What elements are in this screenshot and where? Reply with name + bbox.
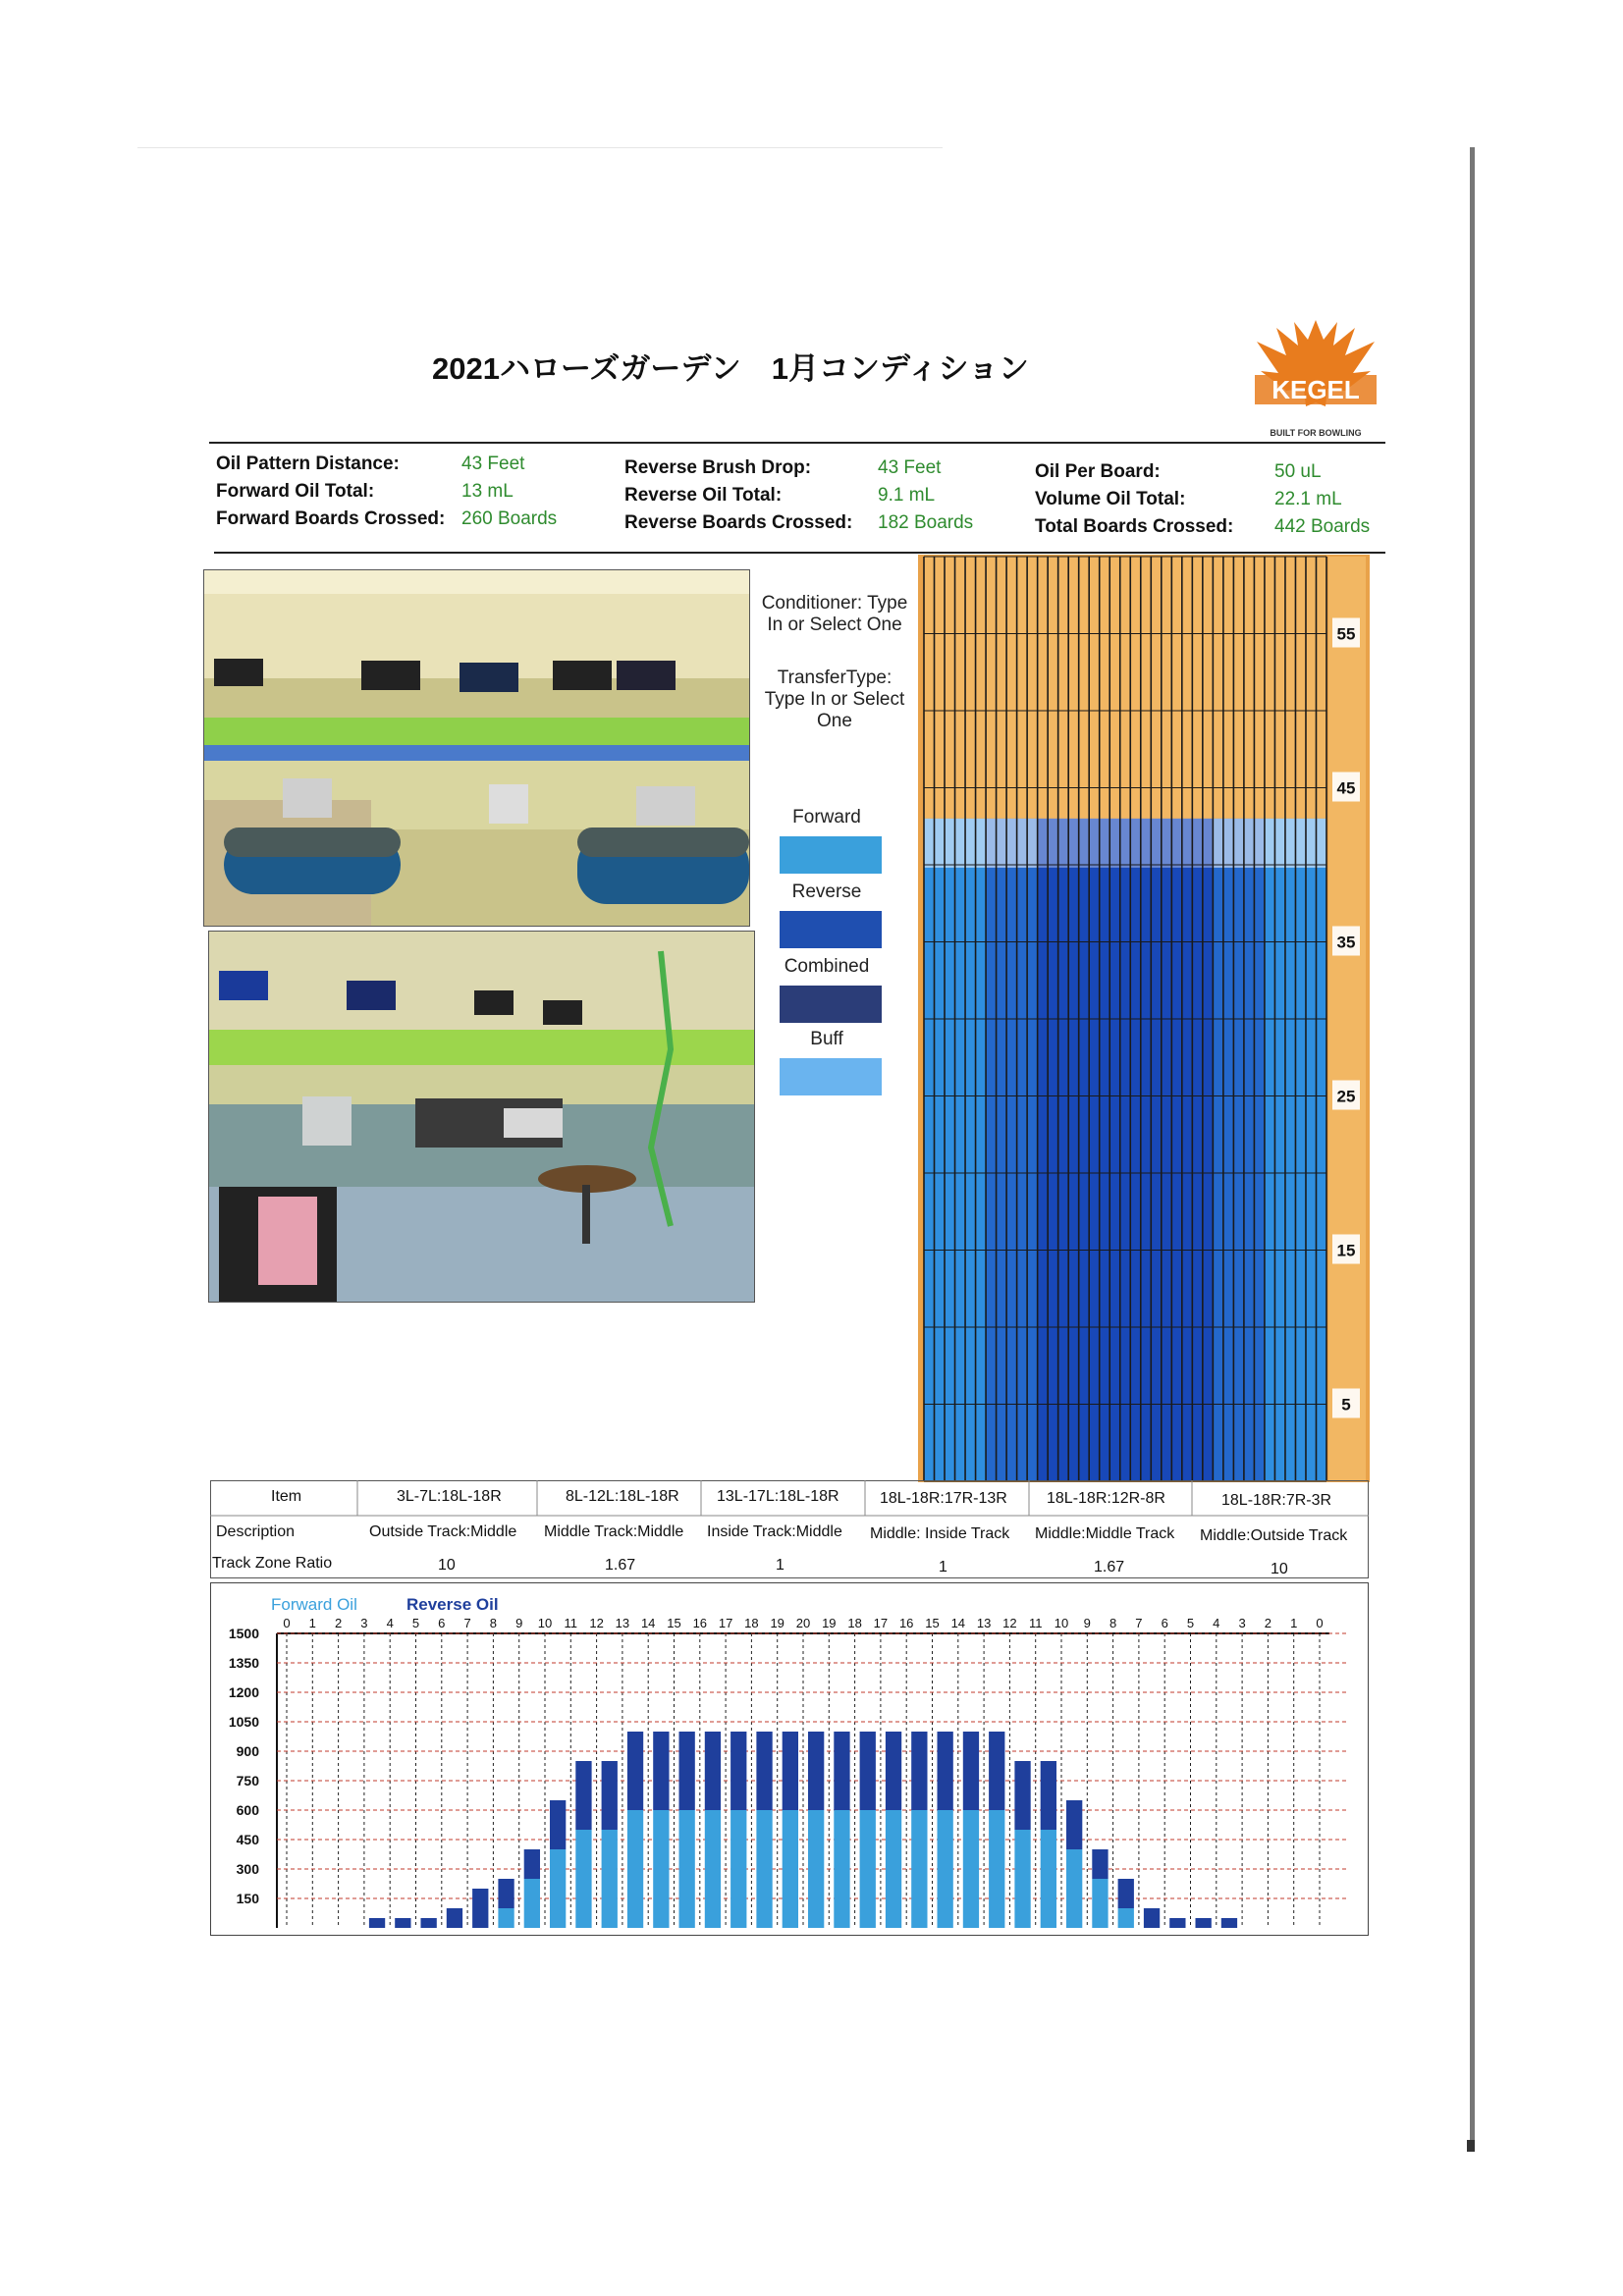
chart-board-tick-label: 6: [438, 1616, 446, 1630]
scan-right-edge: [1470, 147, 1475, 2150]
lane-oil-fade: [955, 819, 966, 868]
table-ratio-col1: 10: [438, 1557, 456, 1574]
chart-board-tick-label: 16: [692, 1616, 708, 1630]
bar-reverse-oil: [963, 1732, 979, 1810]
table-description-col6: Middle:Outside Track: [1200, 1527, 1348, 1544]
bar-forward-oil: [1014, 1830, 1030, 1928]
chart-board-tick-label: 0: [1316, 1616, 1324, 1630]
stat-total-boards-crossed-value: 442 Boards: [1274, 516, 1371, 537]
lane-oil-fade: [1316, 819, 1326, 868]
lane-oil-fade: [935, 819, 946, 868]
table-header-col2: 8L-12L:18L-18R: [566, 1488, 679, 1505]
chart-y-tick-label: 1350: [228, 1655, 259, 1671]
chart-board-tick-label: 8: [489, 1616, 498, 1630]
bar-reverse-oil: [395, 1918, 410, 1928]
legend-forward-label: Forward: [792, 807, 861, 828]
lane-oil-fade: [1017, 819, 1028, 868]
lane-oil-map: [918, 555, 1370, 1482]
chart-board-tick-label: 12: [589, 1616, 604, 1630]
legend-reverse-swatch: [780, 911, 882, 948]
bar-reverse-oil: [989, 1732, 1004, 1810]
lane-oil-fade: [1182, 819, 1193, 868]
chart-board-tick-label: 1: [308, 1616, 316, 1630]
bar-reverse-oil: [730, 1732, 746, 1810]
lane-distance-label: 25: [1336, 1087, 1356, 1106]
table-header-col5: 18L-18R:12R-8R: [1047, 1490, 1165, 1507]
lane-distance-label: 55: [1336, 624, 1356, 644]
stat-volume-oil-total: Volume Oil Total:: [1035, 489, 1186, 509]
bar-forward-oil: [627, 1810, 643, 1928]
chart-board-tick-label: 7: [1135, 1616, 1143, 1630]
chart-y-tick-label: 600: [236, 1802, 259, 1818]
lane-oil-fade: [1100, 819, 1110, 868]
page-title: 2021ハローズガーデン 1月コンディション: [432, 351, 1029, 386]
chart-board-tick-label: 7: [463, 1616, 471, 1630]
bar-forward-oil: [1118, 1908, 1134, 1928]
bar-reverse-oil: [834, 1732, 849, 1810]
lane-oil-fade: [1027, 819, 1038, 868]
table-description-label: Description: [216, 1523, 296, 1540]
lane-oil-fade: [945, 819, 955, 868]
lane-distance-label: 5: [1341, 1395, 1351, 1415]
bar-forward-oil: [524, 1879, 540, 1928]
lane-oil-fade: [976, 819, 987, 868]
stat-forward-boards-crossed-value: 260 Boards: [461, 508, 558, 529]
bowling-center-photo-2: [208, 931, 755, 1303]
bar-reverse-oil: [756, 1732, 772, 1810]
chart-board-tick-label: 5: [411, 1616, 420, 1630]
lane-oil-board: [1089, 819, 1100, 1481]
lane-oil-fade: [965, 819, 976, 868]
lane-oil-fade: [1244, 819, 1255, 868]
track-zone-table: [210, 1480, 1369, 1578]
bar-reverse-oil: [1066, 1800, 1082, 1849]
chart-board-tick-label: 11: [564, 1616, 578, 1630]
lane-oil-fade: [924, 819, 935, 868]
lane-oil-board: [986, 819, 997, 1481]
table-header-col4: 18L-18R:17R-13R: [880, 1490, 1007, 1507]
lane-oil-board: [1162, 819, 1172, 1481]
chart-board-tick-label: 8: [1109, 1616, 1117, 1630]
lane-oil-board: [945, 819, 955, 1481]
table-ratio-col6: 10: [1271, 1561, 1288, 1577]
chart-board-tick-label: 18: [847, 1616, 862, 1630]
lane-oil-fade: [1079, 819, 1090, 868]
bar-reverse-oil: [1118, 1879, 1134, 1908]
header-rule-top: [209, 442, 1385, 444]
lane-oil-board: [1295, 819, 1306, 1481]
chart-board-tick-label: 10: [537, 1616, 553, 1630]
bar-reverse-oil: [472, 1889, 488, 1928]
lane-distance-gutter: [1328, 557, 1366, 1481]
bar-forward-oil: [1066, 1849, 1082, 1928]
chart-y-tick-label: 900: [236, 1743, 259, 1759]
chart-y-tick-label: 300: [236, 1861, 259, 1877]
bar-reverse-oil: [524, 1849, 540, 1879]
bar-reverse-oil: [1144, 1908, 1160, 1928]
legend-combined-label: Combined: [784, 956, 870, 977]
bar-forward-oil: [678, 1810, 694, 1928]
chart-board-tick-label: 5: [1186, 1616, 1195, 1630]
bar-forward-oil: [498, 1908, 514, 1928]
bar-forward-oil: [808, 1810, 824, 1928]
lane-oil-fade: [1274, 819, 1285, 868]
lane-distance-label: 15: [1336, 1241, 1356, 1260]
table-header-col3: 13L-17L:18L-18R: [717, 1488, 839, 1505]
lane-oil-fade: [1162, 819, 1172, 868]
bar-forward-oil: [1041, 1830, 1056, 1928]
lane-oil-board: [935, 819, 946, 1481]
bar-reverse-oil: [1041, 1761, 1056, 1830]
lane-oil-fade: [1213, 819, 1223, 868]
bar-forward-oil: [989, 1810, 1004, 1928]
chart-y-tick-label: 450: [236, 1832, 259, 1847]
bar-reverse-oil: [1195, 1918, 1211, 1928]
lane-oil-board: [1182, 819, 1193, 1481]
lane-oil-board: [924, 819, 935, 1481]
bar-reverse-oil: [602, 1761, 618, 1830]
legend-forward-oil: Forward Oil: [271, 1595, 357, 1614]
lane-oil-fade: [1048, 819, 1058, 868]
bar-reverse-oil: [911, 1732, 927, 1810]
lane-oil-fade: [1306, 819, 1317, 868]
bar-reverse-oil: [575, 1761, 591, 1830]
lane-oil-board: [1109, 819, 1120, 1481]
stat-oil-per-board: Oil Per Board:: [1035, 461, 1161, 482]
chart-board-tick-label: 13: [615, 1616, 630, 1630]
lane-oil-fade: [997, 819, 1007, 868]
stat-reverse-oil-total: Reverse Oil Total:: [624, 485, 783, 506]
lane-oil-board: [1141, 819, 1152, 1481]
lane-oil-fade: [1151, 819, 1162, 868]
lane-oil-board: [1048, 819, 1058, 1481]
bar-forward-oil: [730, 1810, 746, 1928]
stat-oil-pattern-distance: Oil Pattern Distance:: [216, 454, 400, 474]
stat-reverse-boards-crossed: Reverse Boards Crossed:: [624, 512, 853, 533]
bar-reverse-oil: [678, 1732, 694, 1810]
bar-reverse-oil: [420, 1918, 436, 1928]
chart-board-tick-label: 4: [386, 1616, 394, 1630]
bar-reverse-oil: [653, 1732, 669, 1810]
pattern-stats: [216, 454, 1394, 552]
bar-reverse-oil: [860, 1732, 876, 1810]
bar-forward-oil: [575, 1830, 591, 1928]
lane-oil-board: [1244, 819, 1255, 1481]
legend-reverse-oil: Reverse Oil: [406, 1595, 499, 1614]
oil-volume-bar-chart: [210, 1582, 1369, 1936]
chart-y-tick-label: 150: [236, 1891, 259, 1906]
table-ratio-label: Track Zone Ratio: [212, 1555, 333, 1572]
stat-forward-oil-total: Forward Oil Total:: [216, 481, 375, 502]
lane-oil-fade: [986, 819, 997, 868]
stat-oil-per-board-value: 50 uL: [1274, 461, 1322, 482]
stat-reverse-brush-drop-value: 43 Feet: [878, 457, 942, 478]
chart-y-tick-label: 1500: [228, 1626, 259, 1641]
lane-oil-board: [976, 819, 987, 1481]
chart-board-tick-label: 4: [1213, 1616, 1220, 1630]
bar-reverse-oil: [498, 1879, 514, 1908]
bar-reverse-oil: [447, 1908, 462, 1928]
lane-oil-fade: [1006, 819, 1017, 868]
chart-board-tick-label: 17: [718, 1616, 733, 1630]
chart-board-tick-label: 6: [1161, 1616, 1168, 1630]
scan-right-edge-mark: [1467, 2140, 1475, 2152]
stat-forward-oil-total-value: 13 mL: [461, 481, 514, 502]
table-description-col1: Outside Track:Middle: [369, 1523, 517, 1540]
lane-oil-board: [955, 819, 966, 1481]
chart-board-tick-label: 13: [976, 1616, 992, 1630]
lane-oil-board: [1265, 819, 1275, 1481]
table-description-col2: Middle Track:Middle: [544, 1523, 684, 1540]
chart-board-tick-label: 12: [1002, 1616, 1017, 1630]
bar-forward-oil: [886, 1810, 901, 1928]
lane-oil-fade: [1254, 819, 1265, 868]
stat-total-boards-crossed: Total Boards Crossed:: [1035, 516, 1234, 537]
lane-oil-board: [1151, 819, 1162, 1481]
lane-oil-fade: [1295, 819, 1306, 868]
legend-buff-label: Buff: [810, 1029, 843, 1049]
legend-combined-swatch: [780, 986, 882, 1023]
lane-oil-board: [1223, 819, 1234, 1481]
lane-oil-board: [1203, 819, 1214, 1481]
lane-oil-board: [1017, 819, 1028, 1481]
lane-oil-fade: [1223, 819, 1234, 868]
lane-oil-board: [1306, 819, 1317, 1481]
chart-board-tick-label: 1: [1290, 1616, 1298, 1630]
bar-reverse-oil: [1169, 1918, 1185, 1928]
bar-reverse-oil: [886, 1732, 901, 1810]
chart-board-tick-label: 16: [898, 1616, 914, 1630]
lane-oil-fade: [1203, 819, 1214, 868]
lane-oil-fade: [1068, 819, 1079, 868]
table-description-col4: Middle: Inside Track: [870, 1525, 1010, 1542]
bowling-center-photo-1: [203, 569, 750, 927]
lane-oil-board: [1316, 819, 1326, 1481]
bar-reverse-oil: [1221, 1918, 1237, 1928]
chart-board-tick-label: 18: [744, 1616, 759, 1630]
lane-oil-board: [1100, 819, 1110, 1481]
bar-forward-oil: [963, 1810, 979, 1928]
chart-board-tick-label: 3: [360, 1616, 368, 1630]
chart-board-tick-label: 2: [1264, 1616, 1272, 1630]
lane-oil-area: [924, 819, 1327, 1481]
lane-oil-board: [965, 819, 976, 1481]
chart-board-tick-label: 19: [822, 1616, 837, 1630]
bar-reverse-oil: [1092, 1849, 1108, 1879]
lane-oil-board: [1058, 819, 1069, 1481]
lane-oil-fade: [1038, 819, 1049, 868]
chart-board-tick-label: 14: [640, 1616, 656, 1630]
logo-brand: KEGEL: [1271, 375, 1360, 404]
bar-reverse-oil: [937, 1732, 952, 1810]
chart-board-tick-label: 15: [925, 1616, 940, 1630]
bar-forward-oil: [705, 1810, 721, 1928]
chart-board-tick-label: 15: [667, 1616, 681, 1630]
bar-forward-oil: [756, 1810, 772, 1928]
lane-oil-fade: [1285, 819, 1296, 868]
bar-forward-oil: [1092, 1879, 1108, 1928]
transfer-type-label: TransferType: Type In or Select One: [764, 667, 905, 731]
bar-forward-oil: [783, 1810, 798, 1928]
bar-forward-oil: [937, 1810, 952, 1928]
lane-oil-board: [1006, 819, 1017, 1481]
bar-forward-oil: [911, 1810, 927, 1928]
lane-oil-board: [1233, 819, 1244, 1481]
lane-oil-fade: [1265, 819, 1275, 868]
chart-board-tick-label: 14: [950, 1616, 966, 1630]
lane-oil-fade: [1109, 819, 1120, 868]
lane-oil-board: [1171, 819, 1182, 1481]
table-ratio-col3: 1: [776, 1557, 784, 1574]
chart-board-tick-label: 20: [795, 1616, 811, 1630]
lane-oil-board: [1274, 819, 1285, 1481]
lane-oil-fade: [1141, 819, 1152, 868]
table-header-col6: 18L-18R:7R-3R: [1221, 1492, 1332, 1509]
table-ratio-col4: 1: [939, 1559, 947, 1575]
table-header-item: Item: [271, 1488, 302, 1505]
scan-top-line: [137, 147, 943, 148]
bar-forward-oil: [834, 1810, 849, 1928]
legend-forward-swatch: [780, 836, 882, 874]
lane-oil-fade: [1233, 819, 1244, 868]
lane-oil-fade: [1192, 819, 1203, 868]
bar-forward-oil: [602, 1830, 618, 1928]
stat-oil-pattern-distance-value: 43 Feet: [461, 454, 525, 474]
lane-oil-fade: [1058, 819, 1069, 868]
lane-oil-board: [1068, 819, 1079, 1481]
bar-forward-oil: [653, 1810, 669, 1928]
bar-reverse-oil: [550, 1800, 566, 1849]
lane-oil-board: [1213, 819, 1223, 1481]
lane-distance-label: 35: [1336, 933, 1356, 952]
lane-oil-board: [1079, 819, 1090, 1481]
bar-reverse-oil: [369, 1918, 385, 1928]
bar-reverse-oil: [705, 1732, 721, 1810]
chart-board-tick-label: 11: [1028, 1616, 1043, 1630]
stat-forward-boards-crossed: Forward Boards Crossed:: [216, 508, 446, 529]
lane-oil-board: [1038, 819, 1049, 1481]
table-header-col1: 3L-7L:18L-18R: [397, 1488, 502, 1505]
bar-reverse-oil: [627, 1732, 643, 1810]
lane-oil-board: [997, 819, 1007, 1481]
table-ratio-col2: 1.67: [605, 1557, 636, 1574]
lane-oil-fade: [1120, 819, 1131, 868]
lane-oil-board: [1254, 819, 1265, 1481]
lane-oil-board: [1120, 819, 1131, 1481]
stat-volume-oil-total-value: 22.1 mL: [1274, 489, 1342, 509]
chart-y-tick-label: 750: [236, 1773, 259, 1789]
chart-y-tick-label: 1200: [228, 1684, 259, 1700]
chart-y-tick-label: 1050: [228, 1714, 259, 1730]
header-rule-bottom: [214, 552, 1385, 554]
chart-board-tick-label: 2: [334, 1616, 343, 1630]
conditioner-label: Conditioner: Type In or Select One: [761, 593, 908, 635]
bar-reverse-oil: [1014, 1761, 1030, 1830]
lane-oil-board: [1130, 819, 1141, 1481]
chart-board-tick-label: 0: [283, 1616, 291, 1630]
lane-distance-label: 45: [1336, 778, 1356, 798]
lane-oil-board: [1285, 819, 1296, 1481]
stat-reverse-brush-drop: Reverse Brush Drop:: [624, 457, 812, 478]
bar-reverse-oil: [783, 1732, 798, 1810]
chart-board-tick-label: 17: [873, 1616, 889, 1630]
table-description-col5: Middle:Middle Track: [1035, 1525, 1175, 1542]
chart-board-tick-label: 9: [1083, 1616, 1091, 1630]
lane-oil-fade: [1130, 819, 1141, 868]
bar-forward-oil: [860, 1810, 876, 1928]
lane-oil-fade: [1171, 819, 1182, 868]
chart-board-tick-label: 3: [1238, 1616, 1246, 1630]
logo-tagline: BUILT FOR BOWLING: [1270, 428, 1362, 438]
table-description-col3: Inside Track:Middle: [707, 1523, 842, 1540]
chart-board-tick-label: 10: [1054, 1616, 1069, 1630]
stat-reverse-boards-crossed-value: 182 Boards: [878, 512, 974, 533]
chart-board-tick-label: 19: [770, 1616, 784, 1630]
lane-oil-fade: [1089, 819, 1100, 868]
stat-reverse-oil-total-value: 9.1 mL: [878, 485, 936, 506]
bar-forward-oil: [550, 1849, 566, 1928]
table-ratio-col5: 1.67: [1094, 1559, 1125, 1575]
kegel-logo: [1247, 312, 1384, 442]
legend-buff-swatch: [780, 1058, 882, 1095]
chart-board-tick-label: 9: [515, 1616, 523, 1630]
lane-oil-board: [1192, 819, 1203, 1481]
lane-oil-board: [1027, 819, 1038, 1481]
legend-reverse-label: Reverse: [791, 881, 862, 902]
bar-reverse-oil: [808, 1732, 824, 1810]
